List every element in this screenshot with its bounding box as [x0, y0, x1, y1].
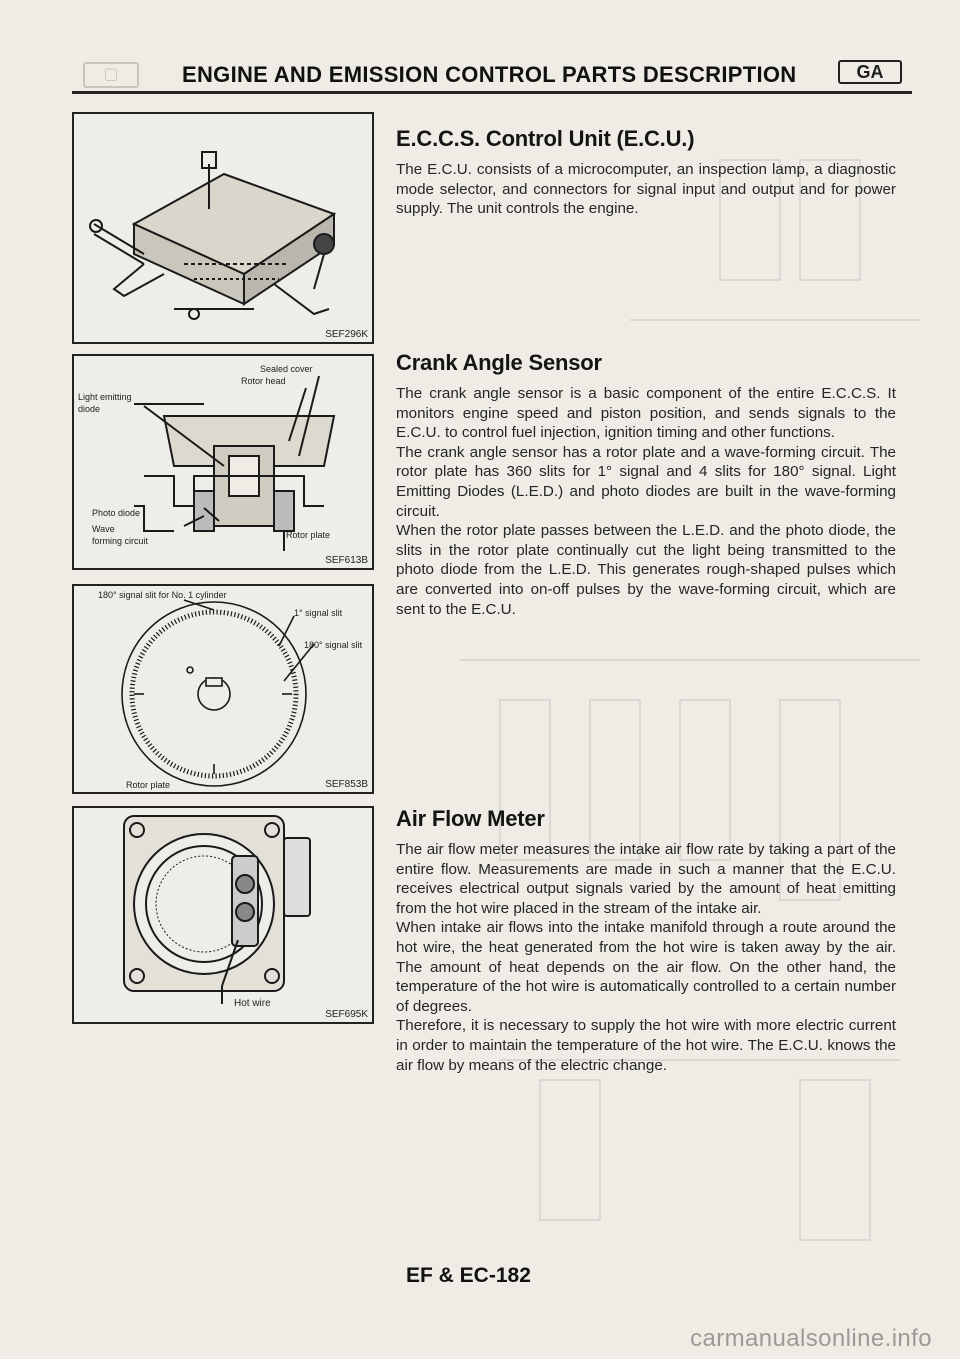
label-wave: Wave — [92, 524, 115, 534]
air-flow-paragraph-2: When intake air flows into the intake manifold through a route around the hot wire, the heat generated from the hot wire is taken away by the air. The amount of heat depends on the air flow. On the other hand, the temperature of the hot wire is automatically controlled to a certain number of degrees. — [396, 919, 896, 1015]
section-crank-angle-sensor — [396, 350, 896, 619]
air-flow-meter-illustration — [74, 808, 372, 1022]
ecu-body: The E.C.U. consists of a microcomputer, an inspection lamp, a diagnostic mode selector, and connectors for signal input and output and for power supply. The unit controls the engine. — [396, 161, 896, 218]
label-forming-circuit: forming circuit — [92, 536, 149, 546]
crank-sensor-figure — [72, 354, 374, 570]
rotor-plate-figure — [72, 584, 374, 794]
figure-code: SEF613B — [325, 555, 368, 566]
air-flow-meter-figure — [72, 806, 374, 1024]
header-rule — [72, 91, 912, 94]
crank-paragraph-1: The crank angle sensor is a basic component of the entire E.C.C.S. It monitors engine speed and piston position, and sends signals to the E.C.U. to control fuel injection, ignition timing and other functions. — [396, 385, 896, 442]
figure-code: SEF695K — [325, 1009, 368, 1020]
label-photo-diode: Photo diode — [92, 508, 141, 518]
label-rotor-plate: Rotor plate — [286, 530, 331, 540]
label-diode: diode — [78, 404, 101, 414]
label-rotor-head: Rotor head — [241, 376, 286, 386]
label-light-emitting: Light emitting — [78, 392, 132, 402]
label-sealed-cover: Sealed cover — [260, 364, 313, 374]
section-heading-crank: Crank Angle Sensor — [396, 350, 602, 375]
air-flow-paragraph-3: Therefore, it is necessary to supply the hot wire with more electric current in order to maintain the temperature of the hot wire. The E.C.U. knows the air flow by means of the electric change. — [396, 1017, 896, 1074]
label-hot-wire: Hot wire — [234, 998, 271, 1009]
background-wiring-diagram — [380, 100, 940, 1300]
label-1-degree-slit: 1° signal slit — [294, 608, 343, 618]
ecu-illustration — [74, 114, 372, 342]
crank-paragraph-2: The crank angle sensor has a rotor plate and a wave-forming circuit. The rotor plate has 360 slits for 1° signal and 4 slits for 180° signal. Light Emitting Diodes (L.E.D.) and photo diodes are built in the wave-forming circuit. — [396, 443, 896, 520]
faint-header-mark: ▢ — [83, 62, 139, 88]
label-rotor-plate: Rotor plate — [126, 780, 171, 790]
ecu-figure — [72, 112, 374, 344]
section-heading-air-flow: Air Flow Meter — [396, 806, 545, 831]
section-heading-ecu: E.C.C.S. Control Unit (E.C.U.) — [396, 126, 695, 151]
label-180-degree-slit: 180° signal slit — [304, 640, 363, 650]
rotor-plate-illustration — [74, 586, 372, 792]
page-number: EF & EC-182 — [406, 1264, 531, 1287]
section-tab-badge: GA — [838, 60, 902, 84]
section-air-flow-meter — [396, 806, 896, 1075]
crank-sensor-illustration — [74, 356, 372, 568]
page-header-title: ENGINE AND EMISSION CONTROL PARTS DESCRIPTION — [182, 62, 797, 87]
section-ecu — [396, 126, 896, 219]
watermark: carmanualsonline.info — [690, 1325, 932, 1352]
crank-paragraph-3: When the rotor plate passes between the L.E.D. and the photo diode, the slits in the rotor plate continually cut the light being transmitted to the photo diode from the L.E.D. This generates rough-shaped pulses which are converted into on-off pulses by the wave-forming circuit, which are sent to the E.C.U. — [396, 522, 896, 618]
label-180-slit-cylinder: 180° signal slit for No. 1 cylinder — [98, 590, 227, 600]
figure-code: SEF853B — [325, 779, 368, 790]
figure-code: SEF296K — [325, 329, 368, 340]
air-flow-paragraph-1: The air flow meter measures the intake air flow rate by taking a part of the entire flow. Measurements are made in such a manner that the E.C.U. receives electrical output signals varied by the amount of heat emitting from the hot wire placed in the stream of the intake air. — [396, 841, 896, 917]
